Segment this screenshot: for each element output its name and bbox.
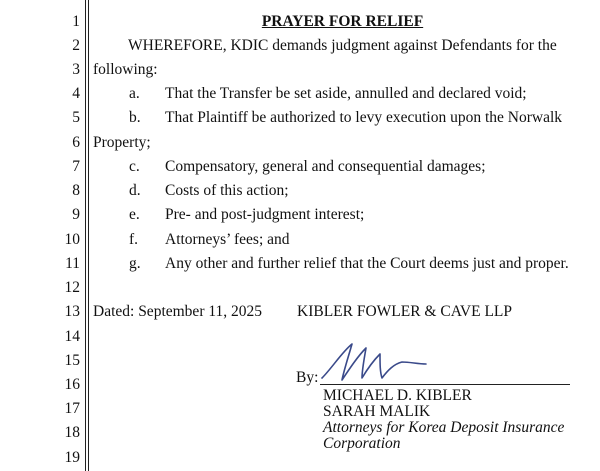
item-letter: a. xyxy=(129,85,140,102)
line-number: 18 xyxy=(64,424,80,441)
left-margin-rule-inner xyxy=(88,0,89,471)
item-continuation: Property; xyxy=(93,134,151,151)
item-text: Costs of this action; xyxy=(165,182,289,199)
attorneys-for: Attorneys for Korea Deposit Insurance xyxy=(323,419,565,436)
item-text: Any other and further relief that the Court deems just and proper. xyxy=(165,255,569,272)
signer-name: SARAH MALIK xyxy=(323,403,431,420)
item-letter: c. xyxy=(129,158,140,175)
line-number: 6 xyxy=(72,134,80,151)
item-letter: f. xyxy=(129,231,139,248)
item-text: Attorneys’ fees; and xyxy=(165,231,290,248)
line-number: 19 xyxy=(64,449,80,466)
item-letter: b. xyxy=(129,109,141,126)
line-number: 14 xyxy=(64,328,80,345)
left-margin-rule xyxy=(85,0,86,471)
line-number: 8 xyxy=(72,182,80,199)
line-number: 5 xyxy=(72,109,80,126)
by-label: By: xyxy=(296,369,319,386)
item-letter: g. xyxy=(129,255,141,272)
item-text: Pre- and post-judgment interest; xyxy=(165,206,365,223)
intro-line: WHEREFORE, KDIC demands judgment against Defendants for the xyxy=(128,37,557,54)
signature-line xyxy=(320,384,570,385)
line-number: 7 xyxy=(72,158,80,175)
signature-image xyxy=(318,338,428,386)
item-text: That Plaintiff be authorized to levy execution upon the Norwalk xyxy=(165,109,563,126)
section-title: PRAYER FOR RELIEF xyxy=(261,13,424,30)
line-number: 2 xyxy=(72,37,80,54)
date-line: Dated: September 11, 2025 xyxy=(93,303,263,320)
item-text: Compensatory, general and consequential damages; xyxy=(165,158,486,175)
line-number: 10 xyxy=(64,231,80,248)
line-number: 16 xyxy=(64,376,80,393)
line-number: 15 xyxy=(64,352,80,369)
line-number: 13 xyxy=(64,303,80,320)
firm-name: KIBLER FOWLER & CAVE LLP xyxy=(297,303,512,320)
line-number: 17 xyxy=(64,400,80,417)
line-number: 9 xyxy=(72,206,80,223)
item-text: That the Transfer be set aside, annulled and declared void; xyxy=(165,85,527,102)
signer-name: MICHAEL D. KIBLER xyxy=(323,387,472,404)
line-number: 12 xyxy=(64,279,80,296)
line-number: 4 xyxy=(72,85,80,102)
intro-line-continuation: following: xyxy=(93,61,158,78)
line-number: 1 xyxy=(72,13,80,30)
line-number: 3 xyxy=(72,61,80,78)
line-number: 11 xyxy=(65,255,80,272)
attorneys-for-continuation: Corporation xyxy=(323,435,401,452)
item-letter: d. xyxy=(129,182,141,199)
item-letter: e. xyxy=(129,206,140,223)
